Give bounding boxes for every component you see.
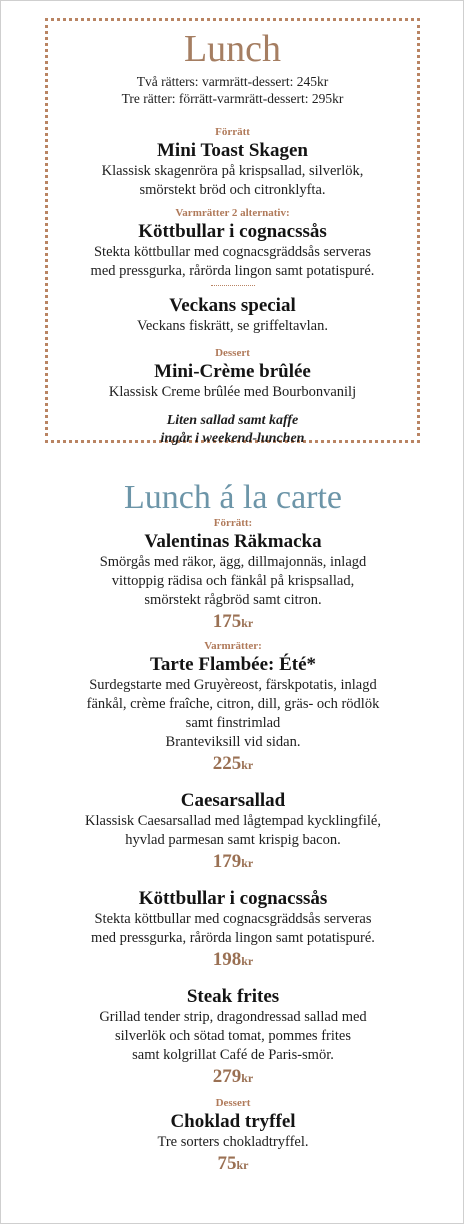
carte-item-rakmacka — [0, 516, 466, 635]
section-label: Dessert — [215, 1097, 251, 1109]
dish-description: med pressgurka, rårörda lingon samt potatispuré. — [90, 263, 375, 279]
three-course-price: Tre rätter: förrätt-varmrätt-dessert: 295kr — [121, 91, 344, 106]
price-amount: 198 — [212, 949, 242, 970]
price-unit: kr — [241, 856, 254, 870]
price — [0, 610, 466, 635]
carte-item-tarte — [0, 639, 466, 777]
price — [0, 850, 466, 875]
dish-name: Valentinas Räkmacka — [144, 531, 322, 552]
dish-description: fänkål, crème fraîche, citron, dill, gräs- och rödlök — [86, 696, 380, 712]
dish-description: Klassisk skagenröra på krispsallad, silverlök, — [101, 163, 364, 179]
lunch-main-2 — [48, 294, 417, 336]
section-label: Förrätt: — [213, 517, 253, 529]
dish-description: Branteviksill vid sidan. — [165, 734, 301, 750]
dotted-separator — [211, 285, 255, 286]
dish-description: Stekta köttbullar med cognacsgräddsås serveras — [93, 244, 372, 260]
price — [0, 948, 466, 973]
price — [0, 1065, 466, 1090]
carte-item-kottbullar — [0, 887, 466, 973]
dish-name: Veckans special — [169, 295, 296, 316]
price — [0, 1152, 466, 1177]
dish-description: Smörgås med räkor, ägg, dillmajonnäs, inlagd — [99, 554, 367, 570]
dish-description: Klassisk Caesarsallad med lågtempad kycklingfilé, — [85, 813, 381, 829]
price-unit: kr — [241, 1071, 254, 1085]
dish-description: vittoppig rädisa och fänkål på krispsallad, — [111, 573, 355, 589]
dish-description: med pressgurka, rårörda lingon samt potatispuré. — [91, 930, 375, 946]
price-amount: 225 — [212, 753, 242, 774]
dish-description: smörstekt bröd och citronklyfta. — [139, 182, 326, 198]
carte-item-steak — [0, 985, 466, 1090]
dish-description: Surdegstarte med Gruyèreost, färskpotatis, inlagd — [89, 677, 377, 693]
carte-item-choklad — [0, 1096, 466, 1177]
section-label: Dessert — [215, 347, 250, 359]
dish-description: Grillad tender strip, dragondressad sallad med — [99, 1009, 367, 1025]
dish-description: smörstekt rågbröd samt citron. — [144, 592, 322, 608]
price-unit: kr — [241, 954, 254, 968]
dish-description: hyvlad parmesan samt krispig bacon. — [125, 832, 341, 848]
dish-name: Köttbullar i cognacssås — [138, 888, 328, 909]
section-label: Förrätt — [215, 126, 250, 138]
price-unit: kr — [241, 758, 254, 772]
weekend-note — [48, 412, 417, 448]
dish-description: samt finstrimlad — [185, 715, 281, 731]
price-amount: 75 — [217, 1153, 237, 1174]
dish-description: silverlök och sötad tomat, pommes frites — [115, 1028, 351, 1044]
dish-name: Mini-Crème brûlée — [154, 361, 311, 382]
price — [0, 752, 466, 777]
lunch-menu-box — [45, 18, 420, 446]
dish-name: Choklad tryffel — [170, 1111, 296, 1132]
footer-note-line: ingår i weekend-lunchen — [160, 431, 305, 446]
dish-name: Tarte Flambée: Été* — [149, 654, 317, 675]
section-label: Varmrätter: — [204, 640, 262, 652]
carte-item-caesar — [0, 789, 466, 875]
dish-description: Veckans fiskrätt, se griffeltavlan. — [137, 318, 328, 334]
dish-description: samt kolgrillat Café de Paris-smör. — [132, 1047, 334, 1063]
dish-description: Tre sorters chokladtryffel. — [157, 1134, 309, 1150]
price-amount: 175 — [212, 611, 242, 632]
price-unit: kr — [241, 616, 254, 630]
lunch-dessert — [48, 346, 417, 402]
section-label: Varmrätter 2 alternativ: — [175, 207, 290, 219]
dish-description: Stekta köttbullar med cognacsgräddsås serveras — [94, 911, 372, 927]
lunch-main-1 — [48, 206, 417, 281]
dish-name: Steak frites — [186, 986, 280, 1007]
price-amount: 179 — [212, 851, 242, 872]
lunch-title: Lunch — [183, 28, 282, 70]
a-la-carte-menu — [0, 480, 466, 1177]
price-amount: 279 — [212, 1066, 242, 1087]
dish-name: Mini Toast Skagen — [157, 140, 308, 161]
dish-name: Köttbullar i cognacssås — [138, 221, 327, 242]
dish-description: Klassisk Creme brûlée med Bourbonvanilj — [108, 384, 357, 400]
footer-note-line: Liten sallad samt kaffe — [166, 413, 299, 428]
dish-name: Caesarsallad — [180, 790, 286, 811]
price-unit: kr — [236, 1158, 249, 1172]
lunch-starter — [48, 125, 417, 200]
a-la-carte-title: Lunch á la carte — [123, 479, 343, 516]
two-course-price: Två rätters: varmrätt-dessert: 245kr — [136, 74, 329, 89]
